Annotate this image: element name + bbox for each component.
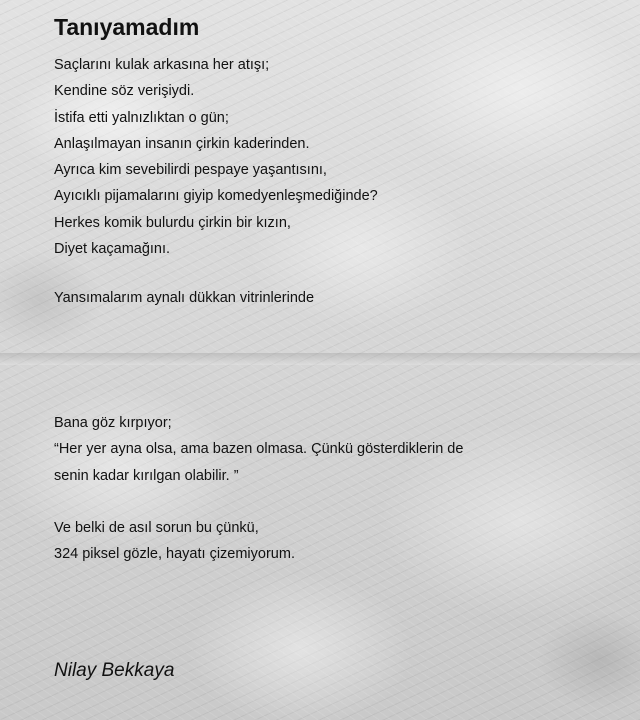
background-band xyxy=(0,353,640,365)
poem-line: Anlaşılmayan insanın çirkin kaderinden. xyxy=(54,135,310,152)
stanza-1 xyxy=(54,52,378,262)
poem-line: Bana göz kırpıyor; xyxy=(54,415,172,431)
poem-line: “Her yer ayna olsa, ama bazen olmasa. Çünkü gösterdiklerin de xyxy=(54,441,464,458)
poem-line: Saçlarını kulak arkasına her atışı; xyxy=(54,57,270,73)
poem-line: Ve belki de asıl sorun bu çünkü, xyxy=(54,520,259,536)
poem-line: Ayıcıklı pijamalarını giyip komedyenleşmediğinde? xyxy=(54,188,378,205)
poem-line: senin kadar kırılgan olabilir. ” xyxy=(54,467,239,484)
stanza-3 xyxy=(54,410,463,489)
poem-line: Yansımalarım aynalı dükkan vitrinlerinde xyxy=(54,290,315,306)
stanza-4 xyxy=(54,515,295,568)
poem-title: Tanıyamadım xyxy=(54,14,200,40)
poem-line: 324 piksel gözle, hayatı çizemiyorum. xyxy=(54,546,295,563)
stanza-2 xyxy=(54,285,314,311)
poem-line: Diyet kaçamağını. xyxy=(54,241,171,258)
poem-line: Kendine söz verişiydi. xyxy=(54,83,195,100)
poem-line: Ayrıca kim sevebilirdi pespaye yaşantısını, xyxy=(54,162,327,179)
poem-line: Herkes komik bulurdu çirkin bir kızın, xyxy=(54,214,291,231)
poem-line: İstifa etti yalnızlıktan o gün; xyxy=(54,109,229,126)
author-name: Nilay Bekkaya xyxy=(54,660,175,681)
